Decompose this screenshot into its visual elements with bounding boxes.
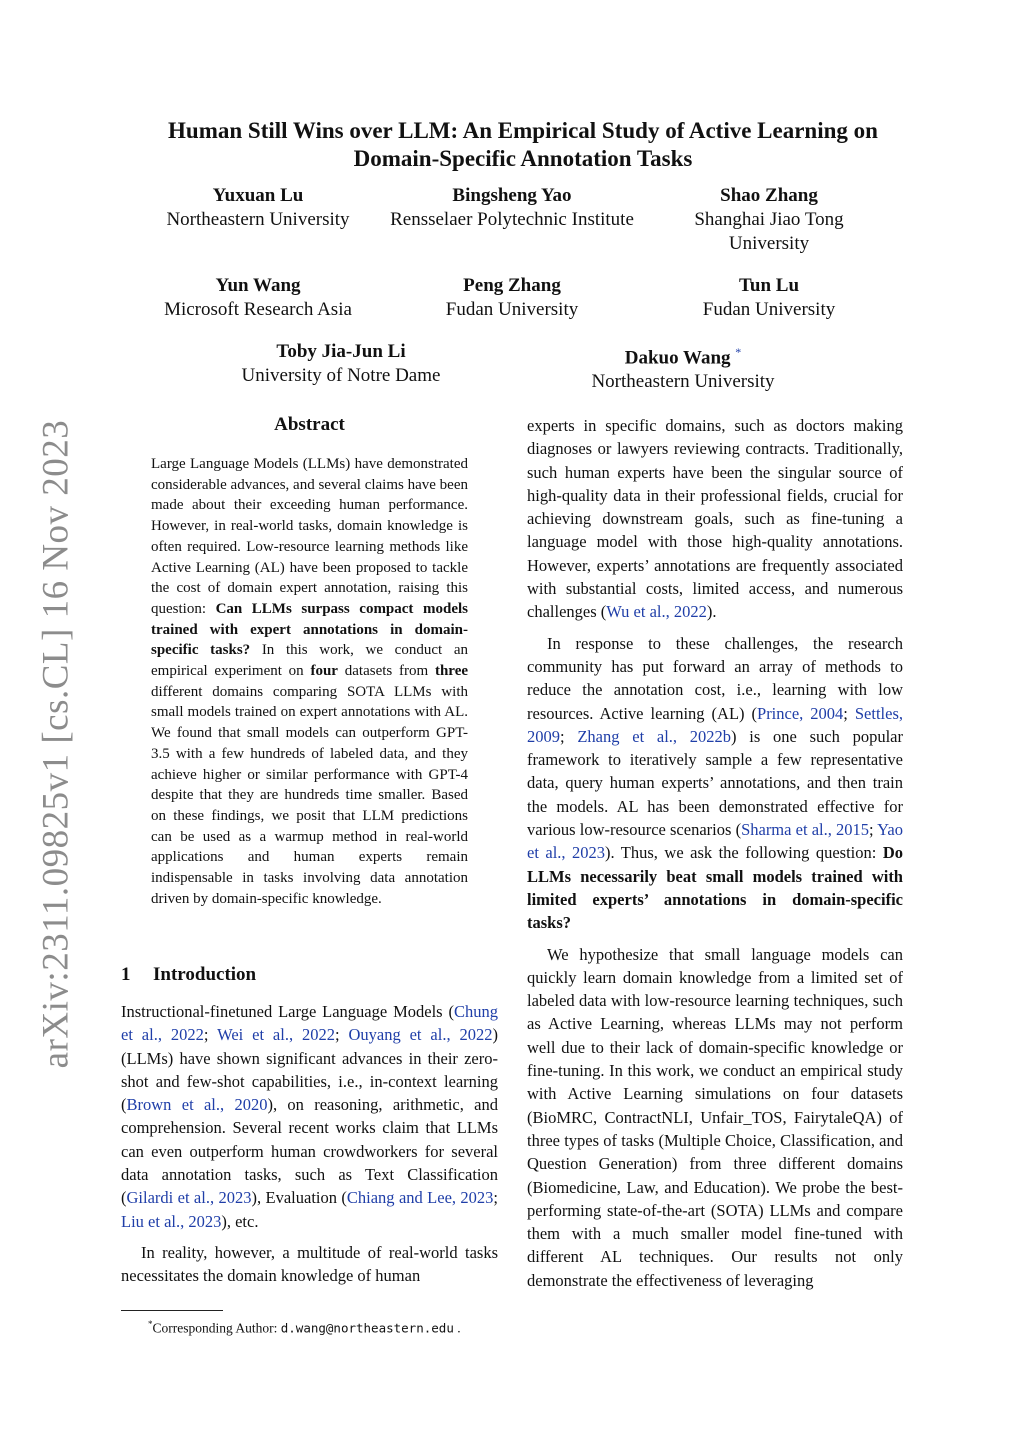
citation-link[interactable]: Chung et al., 2022	[121, 1002, 498, 1045]
footnote-mark: *	[148, 1319, 153, 1329]
body-text: ).	[706, 602, 717, 622]
footnote	[148, 1315, 461, 1338]
author-affiliation: University of Notre Dame	[241, 365, 441, 386]
author-block	[367, 184, 657, 232]
abstract-emphasis: four	[310, 663, 338, 680]
citation-separator: ;	[203, 1025, 218, 1045]
citation-link[interactable]: Chiang and Lee, 2023	[346, 1188, 494, 1208]
author-block	[148, 184, 368, 232]
citation-separator: ;	[843, 703, 855, 723]
author-block	[672, 184, 866, 256]
body-text: ), on reasoning, arithmetic, and comprehension. Several recent works claim that LLMs can even outperform human crowdworkers for several data annotation tasks, such as Text Classification (	[121, 1095, 498, 1208]
abstract-body	[151, 454, 468, 909]
author-name-text: Dakuo Wang	[624, 347, 731, 369]
body-text: ) (LLMs) have shown significant advances in their zero-shot and few-shot capabilities, i.e., in-context learning (	[121, 1025, 498, 1115]
body-text: ), etc.	[221, 1211, 259, 1231]
author-affiliation: Northeastern University	[591, 371, 775, 393]
author-affiliation: Rensselaer Polytechnic Institute	[390, 209, 634, 230]
intro-paragraph-2: In reality, however, a multitude of real-world tasks necessitates the domain knowledge of human	[121, 1242, 498, 1286]
author-affiliation: Fudan University	[445, 299, 579, 320]
author-name: Toby Jia-Jun Li	[276, 341, 406, 362]
citation-separator: ;	[334, 1025, 349, 1045]
citation-link[interactable]: Sharma et al., 2015	[741, 820, 870, 840]
author-block	[412, 274, 612, 322]
citation-link[interactable]: Yao et al., 2023	[527, 820, 903, 863]
section-number: 1	[121, 964, 131, 985]
right-column-body	[527, 414, 903, 1292]
author-block	[669, 274, 869, 322]
section-title: Introduction	[153, 964, 257, 985]
citation-link[interactable]: Brown et al., 2020	[126, 1095, 268, 1115]
intro-paragraph-1	[121, 1000, 498, 1233]
body-text: ), Evaluation (	[251, 1188, 347, 1208]
citation-link[interactable]: Liu et al., 2023	[121, 1211, 222, 1231]
right-paragraph-1	[527, 414, 903, 624]
author-affiliation: University	[728, 233, 810, 254]
author-name: Shao Zhang	[720, 185, 818, 206]
abstract-text: different domains comparing SOTA LLMs with small models trained on expert annotations with AL. We found that small models can outperform GPT-3.5 with a few hundreds of labeled data, and they achieve higher or similar performance with GPT-4 despite that they are hundreds time smaller. Based on these findings, we posit that LLM predictions can be used as a warmup method in real-world applications and human experts remain indispensable in tasks involving data annotation driven by domain-specific knowledge.	[151, 683, 468, 907]
author-affiliation: Northeastern University	[166, 209, 350, 230]
citation-separator: ;	[560, 726, 578, 746]
body-text: ). Thus, we ask the following question:	[605, 843, 883, 863]
right-paragraph-2	[527, 632, 903, 935]
author-name: Yuxuan Lu	[212, 185, 304, 206]
paper-title-line-2: Domain-Specific Annotation Tasks	[353, 146, 693, 171]
abstract-text: Large Language Models (LLMs) have demonstrated considerable advances, and several claims have been made about their exceeding human performance. However, in real-world tasks, domain knowledge is often required. Low-resource learning methods like Active Learning (AL) have been proposed to tackle the cost of domain expert annotation, raising this question:	[151, 456, 468, 617]
research-question: Do LLMs necessarily beat small models trained with limited experts’ annotations in domain-specific tasks?	[527, 843, 903, 933]
body-text: In response to these challenges, the research community has put forward an array of methods to reduce the annotation cost, i.e., learning with low resources. Active learning (AL) (	[527, 633, 903, 723]
footnote-email: d.wang@northeastern.edu	[280, 1320, 454, 1336]
citation-link[interactable]: Settles, 2009	[527, 703, 903, 746]
citation-link[interactable]: Zhang et al., 2022b	[577, 726, 732, 746]
abstract-question: Can LLMs surpass compact models trained with expert annotations in domain-specific tasks?	[151, 600, 468, 659]
left-column-body	[121, 1000, 498, 1288]
abstract-heading: Abstract	[274, 414, 345, 435]
footnote-label: Corresponding Author:	[152, 1320, 281, 1336]
paper-title-line-1: Human Still Wins over LLM: An Empirical Study of Active Learning on	[168, 118, 878, 143]
author-name: Tun Lu	[738, 275, 800, 296]
author-block	[138, 274, 378, 322]
corresponding-author-mark: *	[735, 345, 742, 359]
arxiv-identifier-stamp: arXiv:2311.09825v1 [cs.CL] 16 Nov 2023	[35, 419, 77, 1069]
author-affiliation: Fudan University	[702, 299, 836, 320]
author-affiliation: Shanghai Jiao Tong	[694, 209, 844, 230]
author-name: Bingsheng Yao	[452, 185, 572, 206]
author-block	[211, 340, 471, 388]
section-heading-introduction	[121, 964, 256, 986]
citation-link[interactable]: Wu et al., 2022	[606, 602, 707, 622]
paper-title	[100, 117, 946, 173]
author-block	[563, 340, 803, 394]
right-paragraph-3: We hypothesize that small language models can quickly learn domain knowledge from a limited set of labeled data with low-resource learning techniques, such as Active Learning, whereas LLMs may not perform well due to their lack of domain-specific knowledge or fine-tuning. In this work, we conduct an empirical study with Active Learning simulations on four datasets (BioMRC, ContractNLI, Unfair_TOS, FairytaleQA) of three types of tasks (Multiple Choice, Classification, and Question Generation) from three different domains (Biomedicine, Law, and Education). We probe the best-performing state-of-the-art (SOTA) LLMs and compare them with a much smaller model fine-tuned with different AL techniques. Our results not only demonstrate the effectiveness of leveraging	[527, 944, 903, 1290]
abstract-text: In this work, we conduct an empirical experiment on	[151, 642, 468, 680]
body-text: Instructional-finetuned Large Language Models (	[121, 1002, 454, 1021]
citation-separator: ;	[869, 820, 878, 840]
footnote-rule	[121, 1310, 223, 1311]
footnote-end: .	[453, 1320, 461, 1336]
abstract-text: datasets from	[337, 663, 435, 680]
citation-separator: ;	[493, 1188, 499, 1208]
author-name: Peng Zhang	[463, 275, 561, 296]
author-name: Yun Wang	[215, 275, 301, 296]
body-text: experts in specific domains, such as doctors making diagnoses or lawyers reviewing contracts. Traditionally, such human experts have been the singular source of high-quality data in their professional fields, crucial for achieving downstream goals, such as fine-tuning a language model with those high-quality annotations. However, experts’ annotations are frequently associated with substantial costs, limited access, and numerous challenges (	[527, 416, 903, 622]
citation-link[interactable]: Gilardi et al., 2023	[126, 1188, 252, 1208]
citation-link[interactable]: Wei et al., 2022	[217, 1025, 335, 1045]
abstract-emphasis: three	[434, 663, 469, 680]
citation-link[interactable]: Prince, 2004	[757, 703, 844, 723]
author-affiliation: Microsoft Research Asia	[164, 299, 352, 320]
body-text: ) is one such popular framework to iteratively sample a few representative data, query human experts’ annotations, and then train the models. AL has been demonstrated effective for various low-resource scenarios (	[527, 726, 903, 840]
citation-link[interactable]: Ouyang et al., 2022	[348, 1025, 493, 1045]
author-name	[563, 340, 803, 370]
